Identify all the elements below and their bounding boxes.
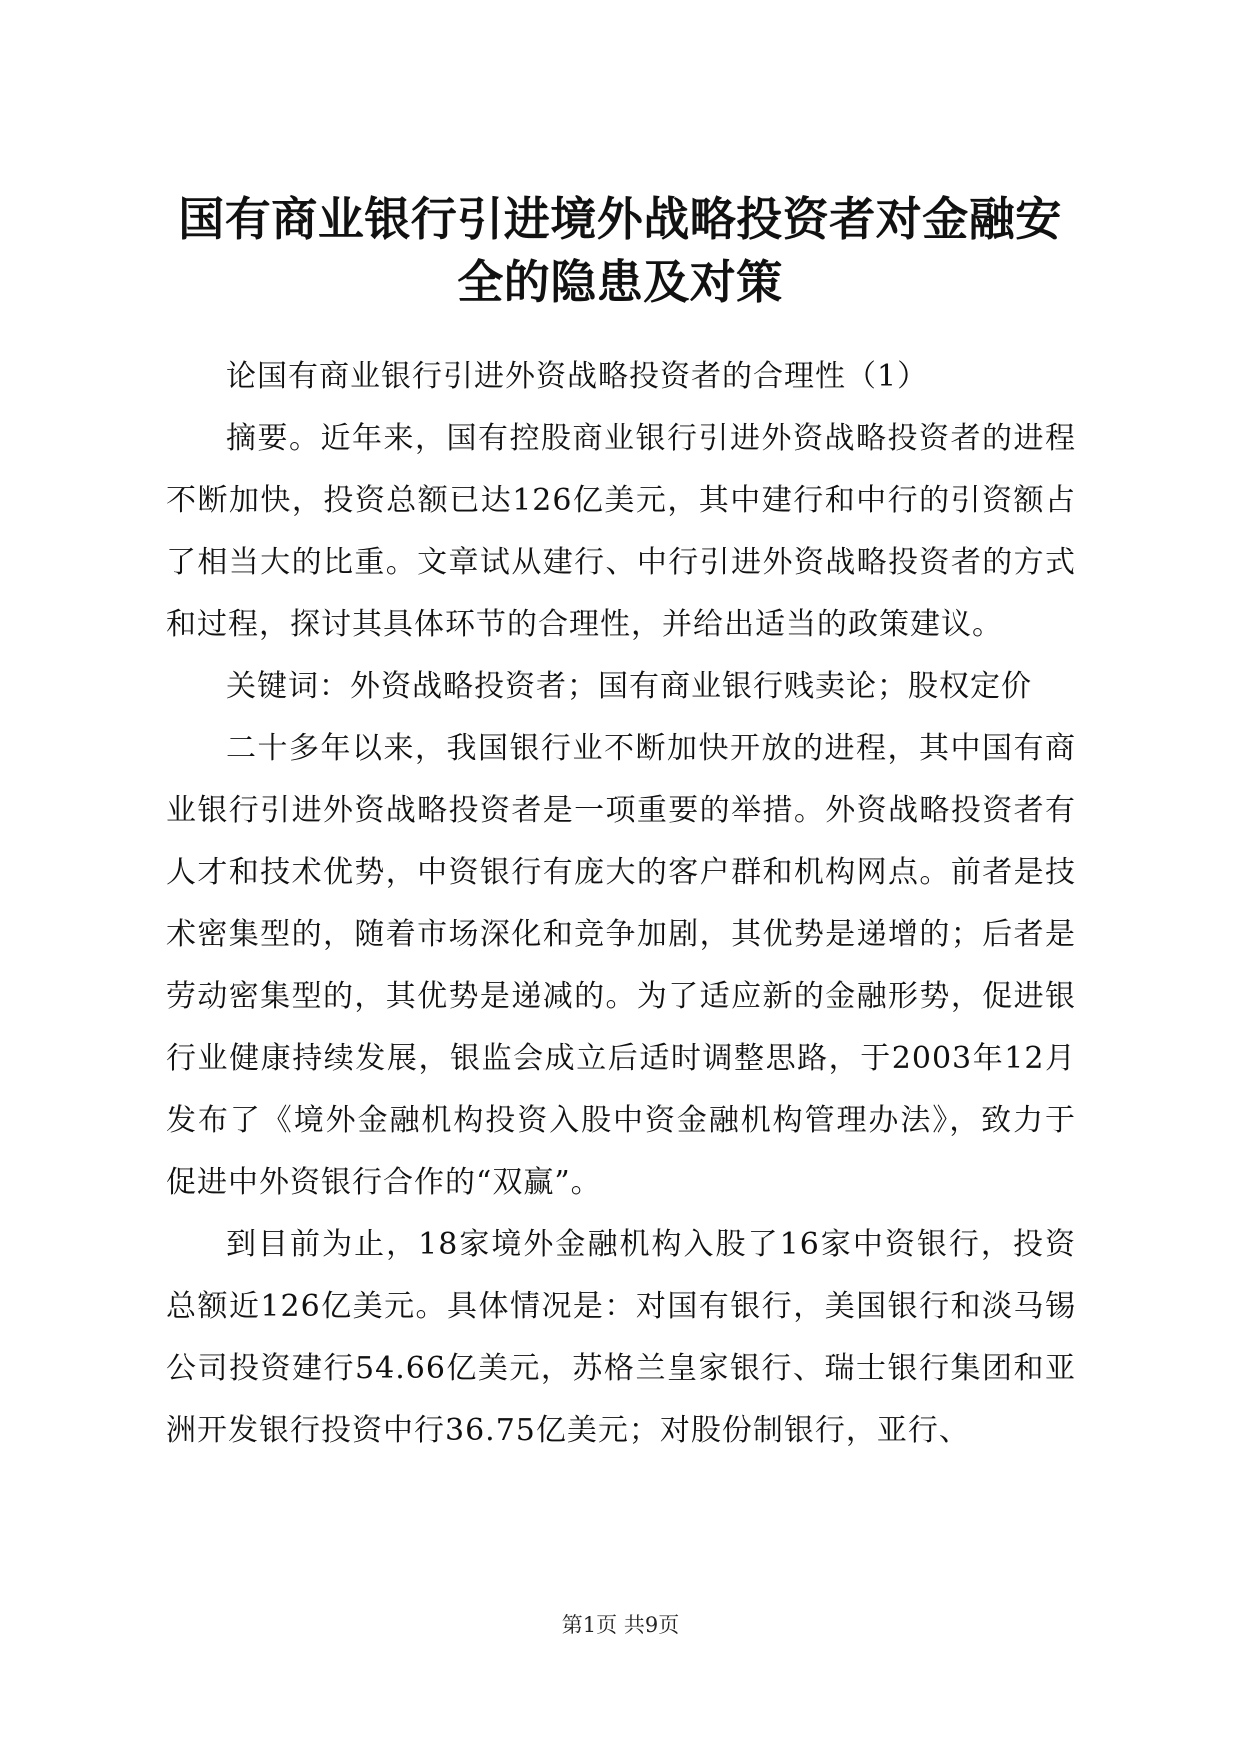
- subtitle-paragraph: 论国有商业银行引进外资战略投资者的合理性（1）: [226, 359, 929, 394]
- document-title: 国有商业银行引进境外战略投资者对金融安全的隐患及对策: [178, 192, 1062, 309]
- body-paragraph-2: 到目前为止，18家境外金融机构入股了16家中资银行，投资总额近126亿美元。具体情况是：对国有银行，美国银行和淡马锡公司投资建行54.66亿美元，苏格兰皇家银行、瑞士银行集团和亚洲开发银行投资中行36.75亿美元；对股份制银行，亚行、: [166, 1227, 1076, 1448]
- document-body: [166, 346, 1076, 1462]
- body-paragraph-1: 二十多年以来，我国银行业不断加快开放的进程，其中国有商业银行引进外资战略投资者是一项重要的举措。外资战略投资者有人才和技术优势，中资银行有庞大的客户群和机构网点。前者是技术密集型的，随着市场深化和竞争加剧，其优势是递增的；后者是劳动密集型的，其优势是递减的。为了适应新的金融形势，促进银行业健康持续发展，银监会成立后适时调整思路，于2003年12月发布了《境外金融机构投资入股中资金融机构管理办法》，致力于促进中外资银行合作的“双赢”。: [166, 731, 1076, 1200]
- page-number-footer: 第1页 共9页: [561, 1613, 680, 1637]
- abstract-paragraph: 摘要。近年来，国有控股商业银行引进外资战略投资者的进程不断加快，投资总额已达126亿美元，其中建行和中行的引资额占了相当大的比重。文章试从建行、中行引进外资战略投资者的方式和过程，探讨其具体环节的合理性，并给出适当的政策建议。: [166, 421, 1076, 642]
- keywords-paragraph: 关键词：外资战略投资者；国有商业银行贱卖论；股权定价: [226, 669, 1032, 704]
